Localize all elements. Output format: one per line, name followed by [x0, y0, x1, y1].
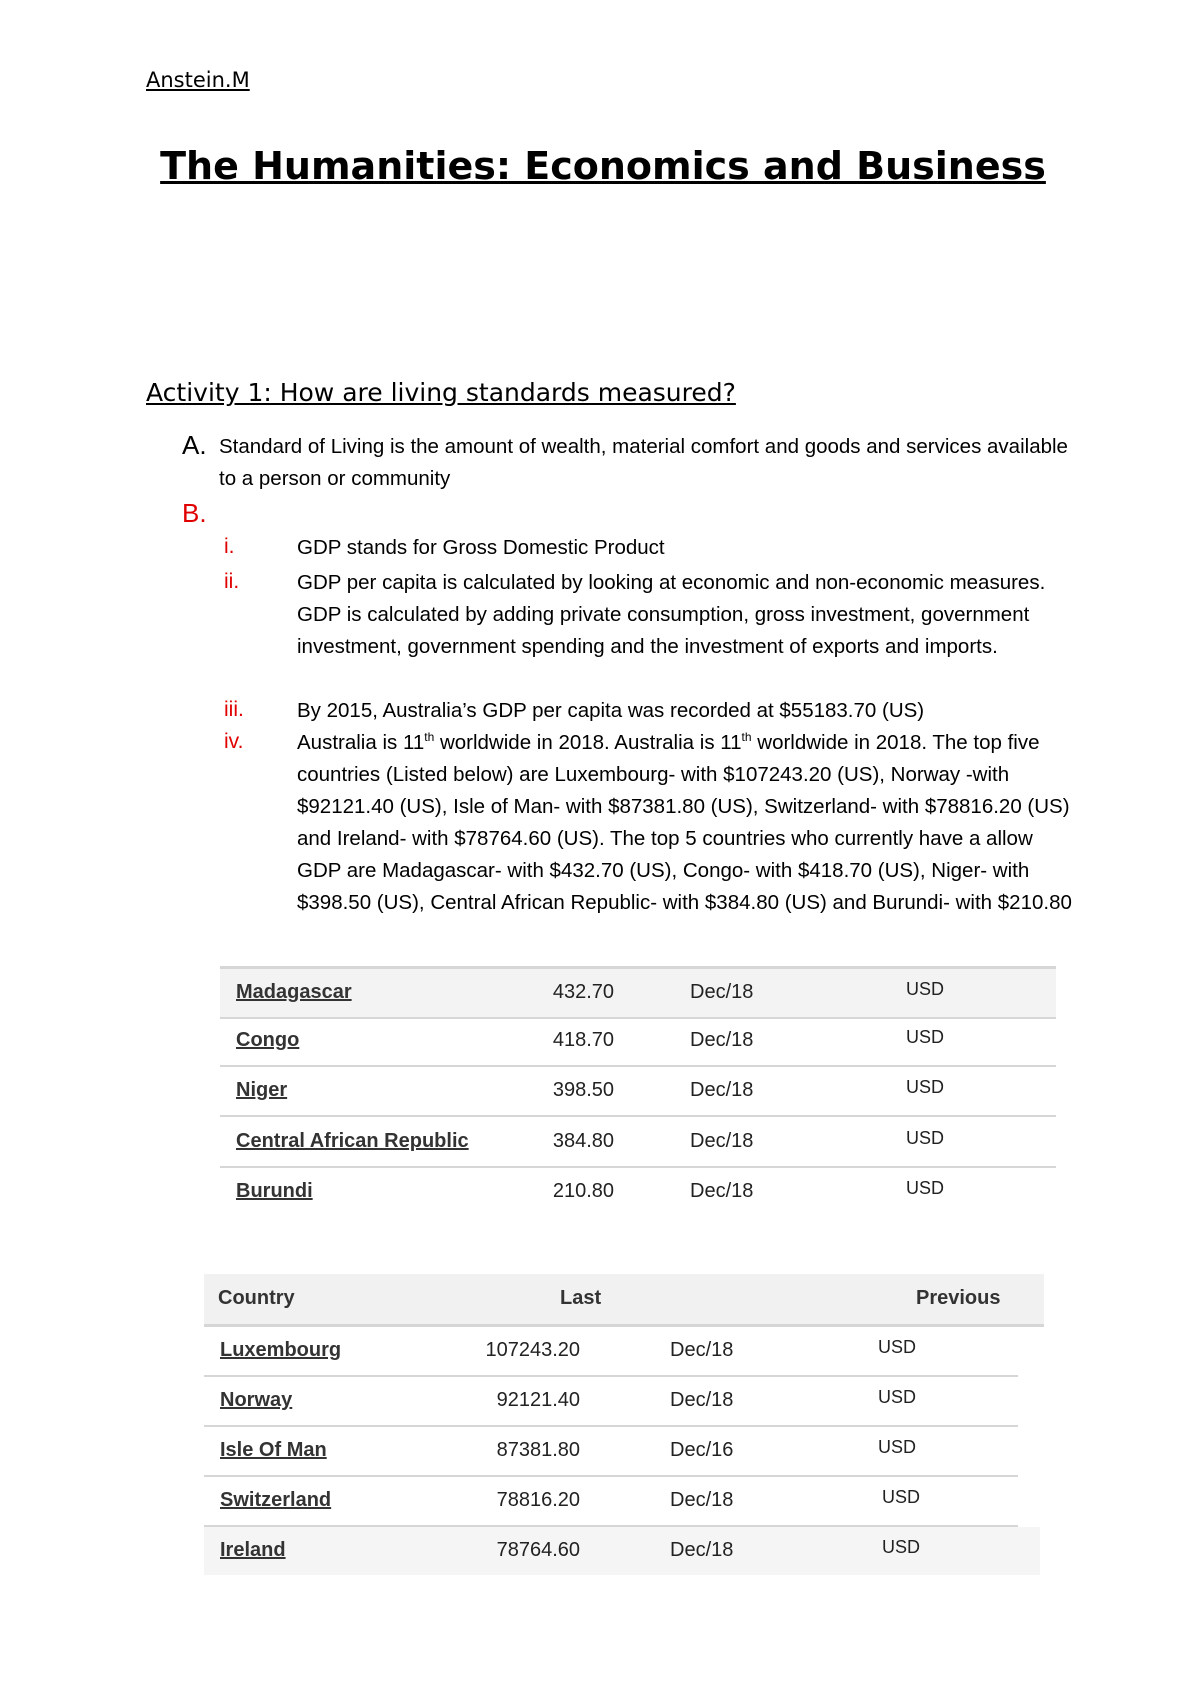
- item-iv-part2: worldwide in 2018. Australia is 11: [434, 731, 742, 754]
- section-a-text: Standard of Living is the amount of wealth, material comfort and goods and services available to a person or community: [219, 435, 1068, 490]
- country-link[interactable]: Niger: [236, 1079, 288, 1101]
- gdp-value: 78816.20: [496, 1489, 580, 1511]
- table-row: [204, 1327, 1018, 1377]
- country-link[interactable]: Madagascar: [236, 981, 352, 1003]
- table-row: [204, 1377, 1018, 1427]
- item-iv-sup2: th: [741, 730, 752, 744]
- item-iv-marker: iv.: [224, 730, 244, 753]
- table-row: [204, 1477, 1018, 1527]
- gdp-value: 398.50: [552, 1079, 614, 1101]
- table-row: [204, 1427, 1018, 1477]
- gdp-value: 418.70: [552, 1029, 614, 1051]
- header-country: Country: [218, 1287, 295, 1309]
- country-link[interactable]: Luxembourg: [220, 1339, 342, 1361]
- country-link[interactable]: Congo: [236, 1029, 300, 1051]
- item-ii-marker: ii.: [224, 570, 240, 593]
- reference-date: Dec/18: [690, 1079, 754, 1101]
- currency-unit: USD: [882, 1537, 921, 1557]
- reference-date: Dec/16: [670, 1439, 734, 1461]
- currency-unit: USD: [906, 1077, 945, 1097]
- item-iii-marker: iii.: [224, 698, 244, 721]
- country-link[interactable]: Burundi: [236, 1180, 313, 1202]
- currency-unit: USD: [882, 1487, 921, 1507]
- currency-unit: USD: [878, 1437, 917, 1457]
- reference-date: Dec/18: [690, 1029, 754, 1051]
- document-title: The Humanities: Economics and Business: [160, 144, 1046, 188]
- header-previous: Previous: [916, 1287, 1001, 1309]
- item-iv-text: [297, 727, 1079, 919]
- item-i-marker: i.: [224, 535, 235, 558]
- gdp-value: 78764.60: [496, 1539, 580, 1561]
- table-row: [220, 1067, 1056, 1117]
- author-name: Anstein.M: [146, 68, 250, 92]
- header-last: Last: [560, 1287, 602, 1309]
- item-iv-part3: worldwide in 2018. The top five countries (Listed below) are Luxembourg- with $107243.20 (US), Norway -with $92121.40 (US), Isle of Man- with $87381.80 (US), Switzerland- with $78816.20 (US) and Ireland- with $78764.60 (US). The top 5 countries who currently have a allow GDP are Madagascar- with $432.70 (US), Congo- with $418.70 (US), Niger- with $398.50 (US), Central African Republic- with $384.80 (US) and Burundi- with $210.80: [297, 731, 1072, 914]
- item-iv-part1: Australia is 11: [297, 731, 425, 754]
- table-row: [204, 1527, 1040, 1575]
- table-row: [220, 966, 1056, 1019]
- item-iv-sup1: th: [424, 730, 435, 744]
- table-row: [220, 1017, 1056, 1067]
- country-link[interactable]: Norway: [220, 1389, 293, 1411]
- activity-heading: Activity 1: How are living standards measured?: [146, 378, 736, 407]
- table-row: [220, 1168, 1056, 1216]
- reference-date: Dec/18: [670, 1339, 734, 1361]
- reference-date: Dec/18: [670, 1389, 734, 1411]
- reference-date: Dec/18: [670, 1489, 734, 1511]
- gdp-value: 384.80: [552, 1130, 614, 1152]
- country-link[interactable]: Central African Republic: [236, 1130, 469, 1152]
- reference-date: Dec/18: [690, 1180, 754, 1202]
- table-header: [204, 1274, 1044, 1327]
- table-row: [220, 1118, 1056, 1168]
- gdp-value: 87381.80: [496, 1439, 580, 1461]
- gdp-value: 92121.40: [496, 1389, 580, 1411]
- section-a-marker: A.: [182, 430, 207, 460]
- item-iii-text: By 2015, Australia’s GDP per capita was recorded at $55183.70 (US): [297, 699, 925, 722]
- gdp-value: 107243.20: [485, 1339, 580, 1361]
- currency-unit: USD: [906, 979, 945, 999]
- country-link[interactable]: Isle Of Man: [220, 1439, 327, 1461]
- country-link[interactable]: Ireland: [220, 1539, 286, 1561]
- currency-unit: USD: [906, 1178, 945, 1198]
- item-ii-text: GDP per capita is calculated by looking at economic and non-economic measures. GDP is calculated by adding private consumption, gross investment, government investment, government spending and the investment of exports and imports.: [297, 571, 1046, 658]
- reference-date: Dec/18: [690, 981, 754, 1003]
- currency-unit: USD: [906, 1128, 945, 1148]
- currency-unit: USD: [878, 1337, 917, 1357]
- reference-date: Dec/18: [690, 1130, 754, 1152]
- reference-date: Dec/18: [670, 1539, 734, 1561]
- currency-unit: USD: [878, 1387, 917, 1407]
- country-link[interactable]: Switzerland: [220, 1489, 332, 1511]
- section-b-marker: B.: [182, 498, 207, 528]
- gdp-value: 432.70: [552, 981, 614, 1003]
- gdp-value: 210.80: [552, 1180, 614, 1202]
- currency-unit: USD: [906, 1027, 945, 1047]
- item-i-text: GDP stands for Gross Domestic Product: [297, 536, 665, 559]
